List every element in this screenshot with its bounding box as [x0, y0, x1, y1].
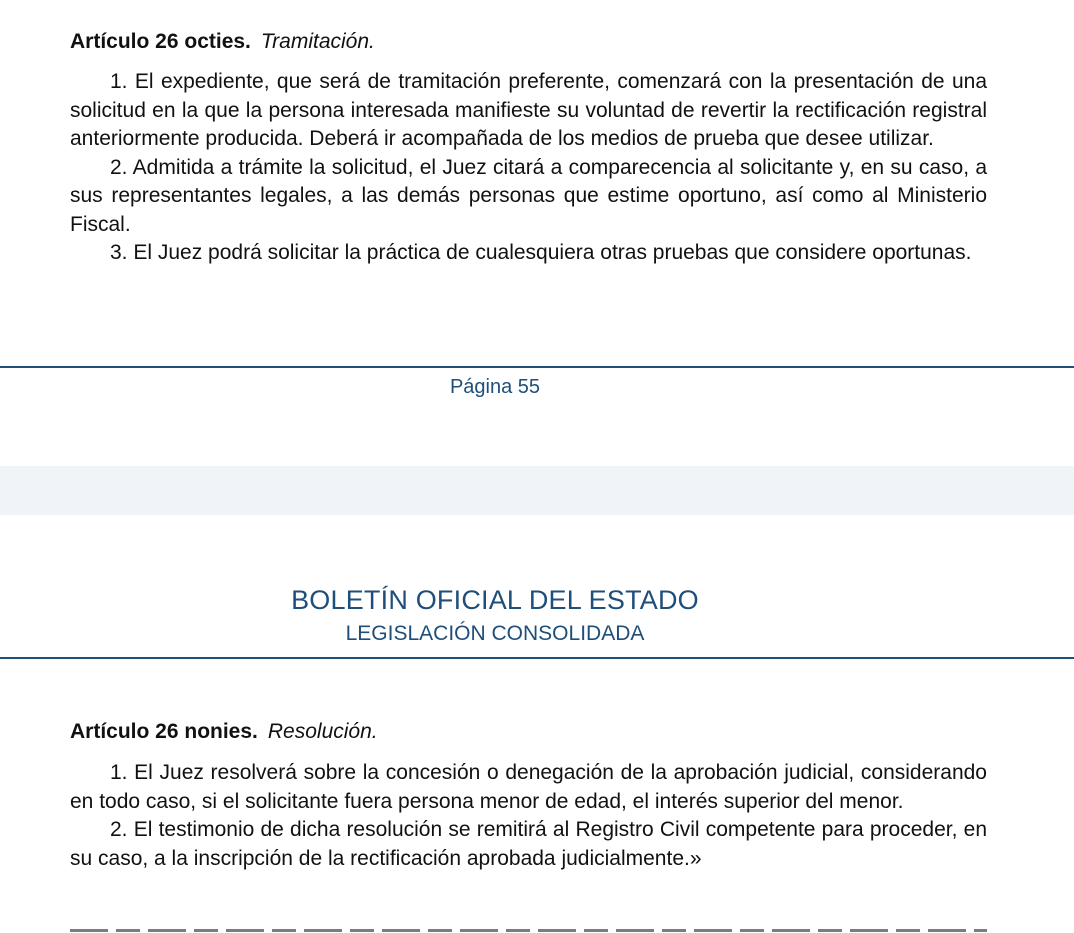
- footer-divider: [0, 366, 1074, 368]
- paragraph: 3. El Juez podrá solicitar la práctica de cualesquiera otras pruebas que considere oportunas.: [110, 241, 972, 264]
- article-subtitle: Tramitación.: [260, 30, 375, 53]
- gazette-subtitle: LEGISLACIÓN CONSOLIDADA: [345, 622, 645, 645]
- header-divider: [0, 657, 1074, 659]
- paragraph: 1. El Juez resolverá sobre la concesión o denegación de la aprobación judicial, considerando en todo caso, si el solicitante fuera persona menor de edad, el interés superior del menor.: [70, 761, 987, 813]
- paragraph: 2. El testimonio de dicha resolución se remitirá al Registro Civil competente para proceder, en su caso, a la inscripción de la rectificación aprobada judicialmente.»: [70, 818, 987, 870]
- cut-off-text-line: [70, 927, 987, 933]
- article-body-26-nonies: [70, 759, 987, 873]
- gazette-title: BOLETÍN OFICIAL DEL ESTADO: [291, 585, 699, 615]
- article-number: Artículo 26 octies.: [70, 30, 251, 53]
- page-number: Página 55: [449, 376, 541, 398]
- page-separator: [0, 466, 1074, 515]
- article-subtitle: Resolución.: [267, 720, 378, 743]
- article-heading-26-octies: [70, 28, 375, 56]
- paragraph: 1. El expediente, que será de tramitación preferente, comenzará con la presentación de una solicitud en la que la persona interesada manifieste su voluntad de revertir la rectificación registral anteriormente producida. Deberá ir acompañada de los medios de prueba que desee utilizar.: [70, 70, 987, 150]
- article-number: Artículo 26 nonies.: [70, 720, 258, 743]
- article-heading-26-nonies: [70, 718, 378, 746]
- paragraph: 2. Admitida a trámite la solicitud, el Juez citará a comparecencia al solicitante y, en su caso, a sus representantes legales, a las demás personas que estime oportuno, así como al Ministerio Fiscal.: [70, 155, 987, 236]
- article-body-26-octies: [70, 68, 987, 268]
